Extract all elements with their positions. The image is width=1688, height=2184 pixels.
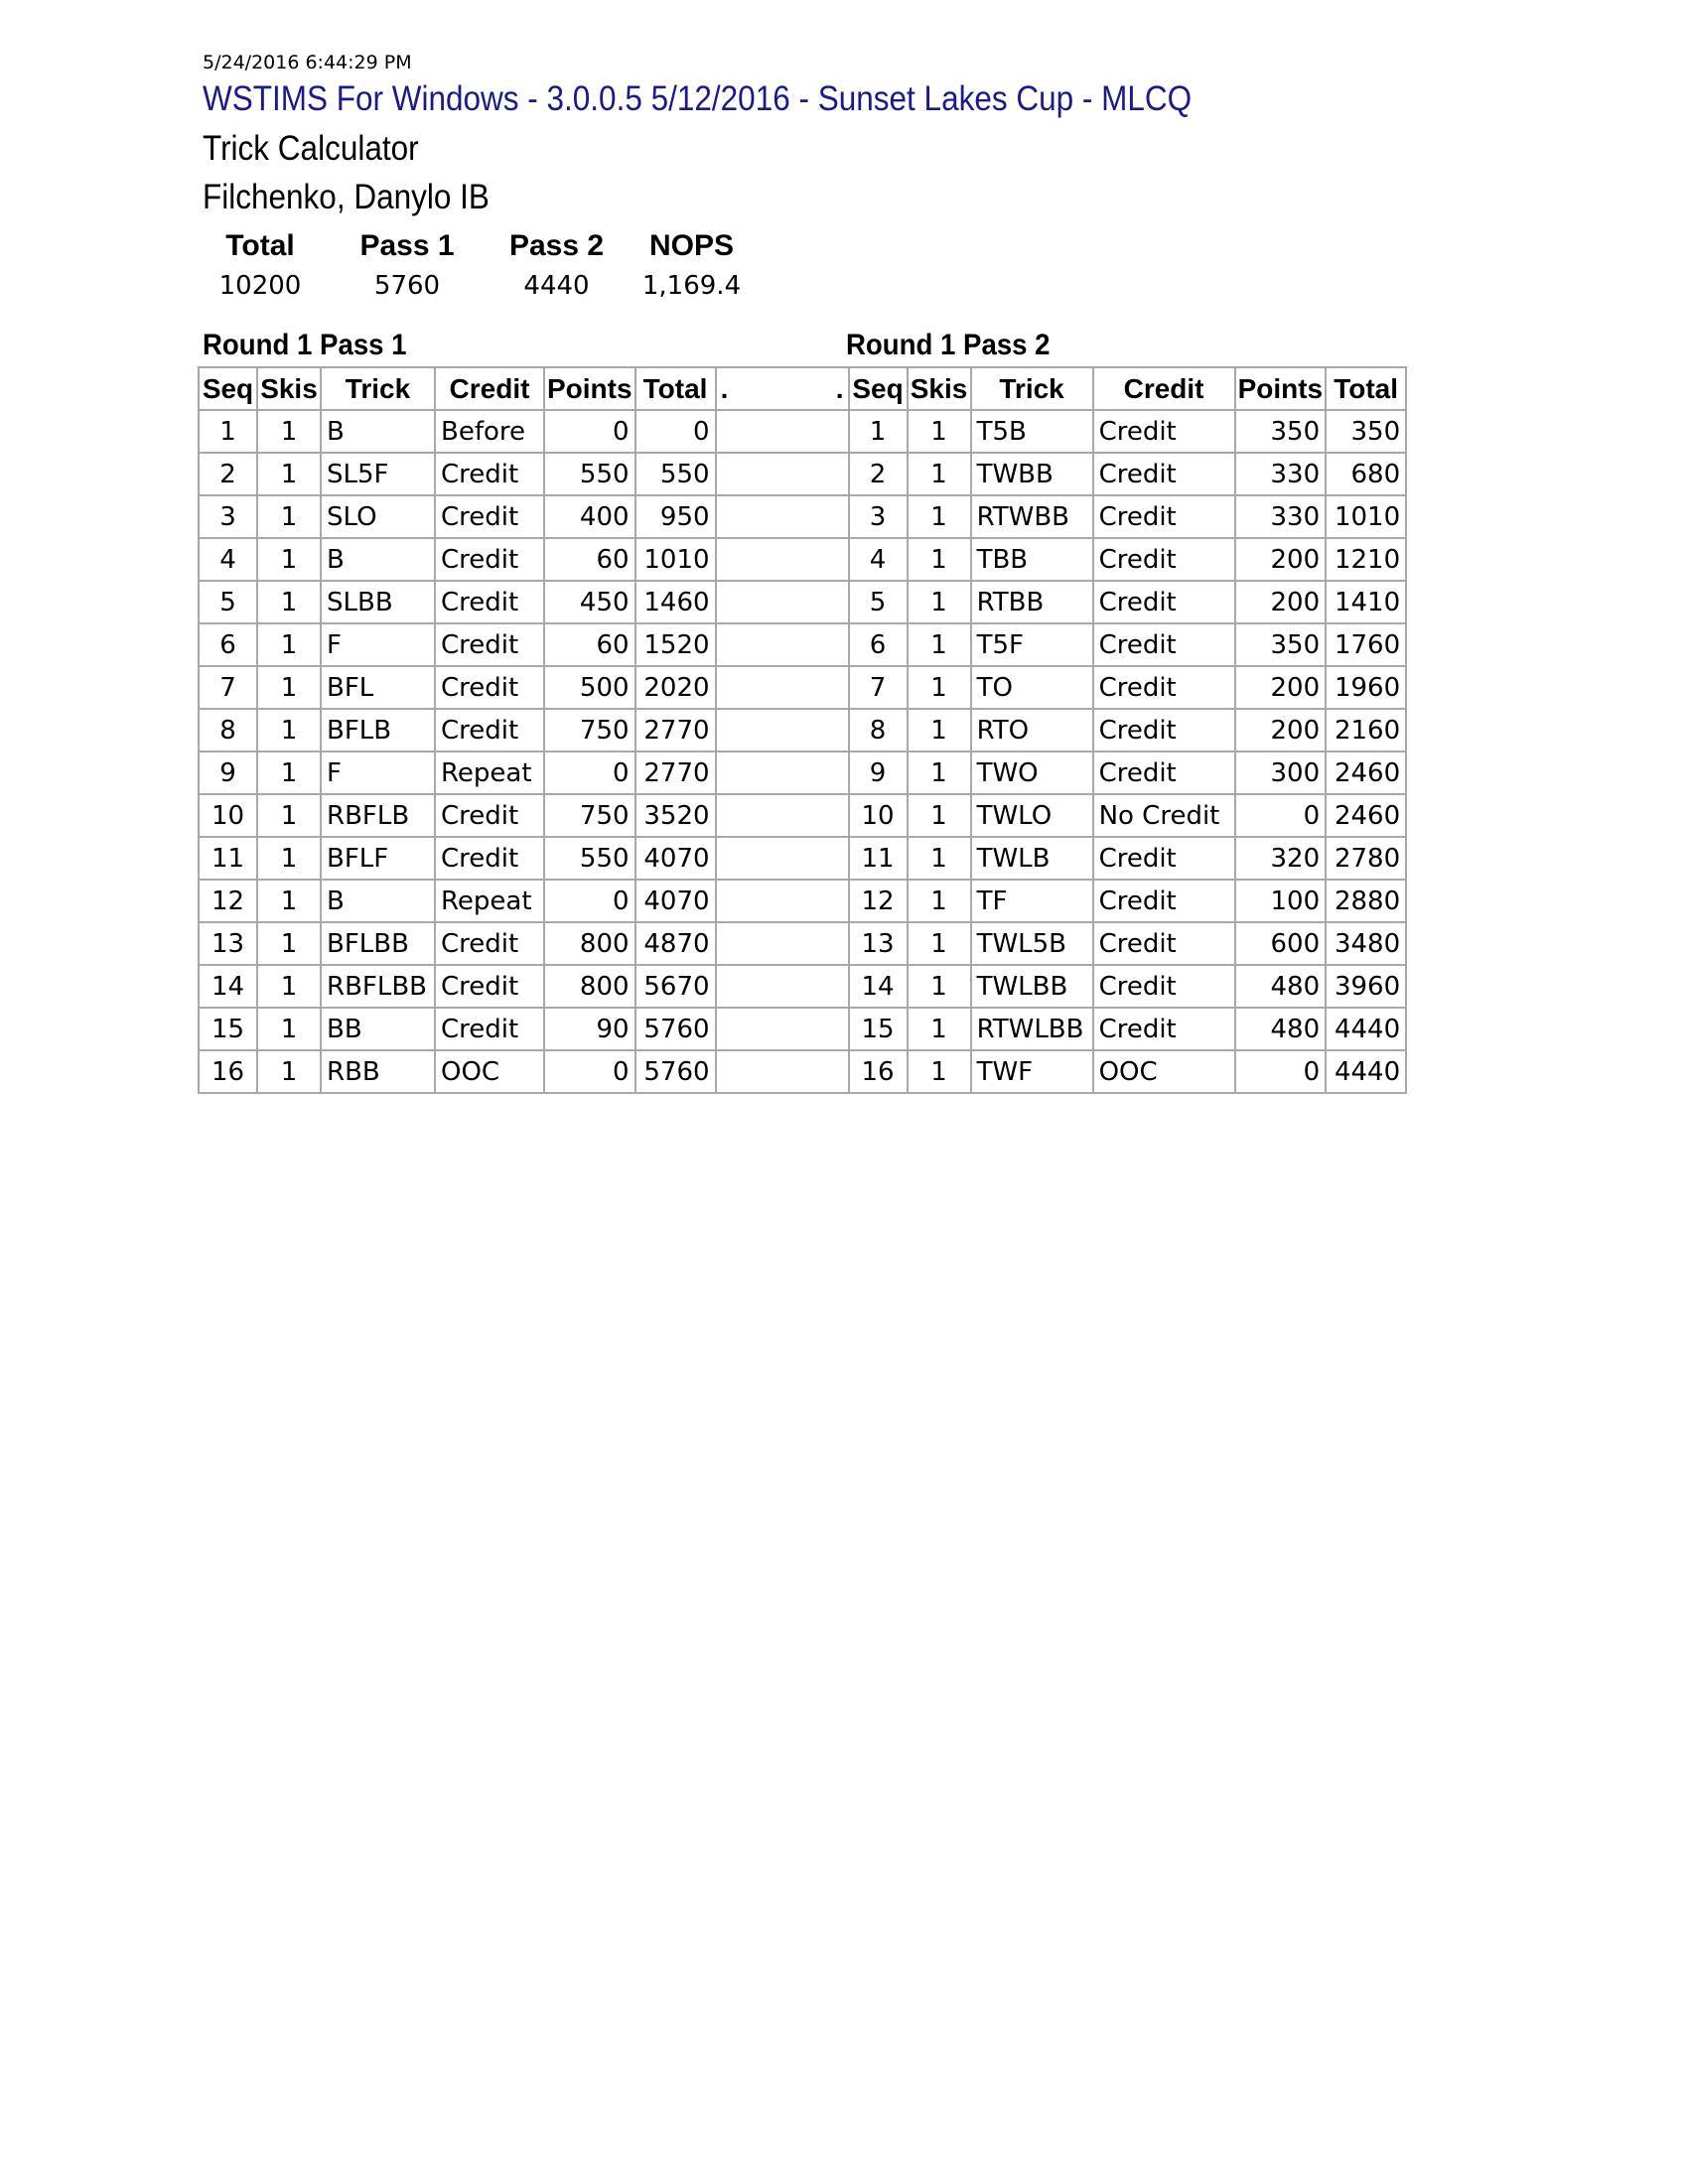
pass1-credit-cell: Credit xyxy=(435,581,544,623)
table-row xyxy=(199,410,1406,453)
summary-header-pass1: Pass 1 xyxy=(359,229,455,262)
pass2-skis-cell: 1 xyxy=(908,837,971,880)
spacer-cell xyxy=(716,538,849,581)
pass2-credit-cell: No Credit xyxy=(1093,794,1235,837)
col-header-seq-2: Seq xyxy=(849,367,908,410)
pass2-seq-cell: 4 xyxy=(849,538,908,581)
table-row xyxy=(199,623,1406,666)
pass2-total-cell: 1410 xyxy=(1326,581,1406,623)
pass1-points-cell: 400 xyxy=(544,495,635,538)
pass1-total-cell: 5760 xyxy=(635,1008,716,1050)
pass2-credit-cell: Credit xyxy=(1093,965,1235,1008)
pass1-total-cell: 2770 xyxy=(635,751,716,794)
pass1-seq-cell: 1 xyxy=(199,410,257,453)
pass2-points-cell: 300 xyxy=(1235,751,1327,794)
table-row xyxy=(199,495,1406,538)
pass1-skis-cell: 1 xyxy=(257,410,321,453)
pass1-trick-cell: F xyxy=(321,751,435,794)
pass1-seq-cell: 4 xyxy=(199,538,257,581)
pass2-total-cell: 2160 xyxy=(1326,709,1406,751)
pass1-credit-cell: Credit xyxy=(435,794,544,837)
pass2-seq-cell: 6 xyxy=(849,623,908,666)
pass1-credit-cell: Credit xyxy=(435,965,544,1008)
spacer-cell xyxy=(716,410,849,453)
pass2-credit-cell: Credit xyxy=(1093,751,1235,794)
pass2-trick-cell: T5F xyxy=(971,623,1093,666)
pass1-total-cell: 2020 xyxy=(635,666,716,709)
pass2-points-cell: 100 xyxy=(1235,880,1327,922)
pass2-points-cell: 200 xyxy=(1235,581,1327,623)
pass2-seq-cell: 8 xyxy=(849,709,908,751)
pass1-trick-cell: SLO xyxy=(321,495,435,538)
pass1-total-cell: 2770 xyxy=(635,709,716,751)
pass1-credit-cell: Credit xyxy=(435,495,544,538)
pass1-total-cell: 5670 xyxy=(635,965,716,1008)
pass1-seq-cell: 2 xyxy=(199,453,257,495)
pass2-points-cell: 350 xyxy=(1235,623,1327,666)
pass1-credit-cell: Credit xyxy=(435,922,544,965)
pass2-seq-cell: 1 xyxy=(849,410,908,453)
spacer-dot-left: . xyxy=(720,372,729,404)
pass1-skis-cell: 1 xyxy=(257,922,321,965)
spacer-cell xyxy=(716,1050,849,1093)
pass1-total-cell: 5760 xyxy=(635,1050,716,1093)
pass1-trick-cell: BFLB xyxy=(321,709,435,751)
pass1-points-cell: 800 xyxy=(544,922,635,965)
pass2-trick-cell: TWO xyxy=(971,751,1093,794)
col-header-total: Total xyxy=(635,367,716,410)
pass2-total-cell: 680 xyxy=(1326,453,1406,495)
page-title: Trick Calculator xyxy=(203,129,419,168)
pass2-skis-cell: 1 xyxy=(908,965,971,1008)
pass1-skis-cell: 1 xyxy=(257,1050,321,1093)
spacer-cell xyxy=(716,837,849,880)
pass1-credit-cell: Credit xyxy=(435,709,544,751)
pass1-credit-cell: Credit xyxy=(435,1008,544,1050)
pass1-total-cell: 4070 xyxy=(635,837,716,880)
pass1-points-cell: 450 xyxy=(544,581,635,623)
pass2-trick-cell: TO xyxy=(971,666,1093,709)
pass1-credit-cell: OOC xyxy=(435,1050,544,1093)
pass2-total-cell: 2460 xyxy=(1326,794,1406,837)
pass2-credit-cell: Credit xyxy=(1093,581,1235,623)
pass2-skis-cell: 1 xyxy=(908,538,971,581)
col-header-points-2: Points xyxy=(1235,367,1327,410)
pass1-seq-cell: 5 xyxy=(199,581,257,623)
spacer-cell xyxy=(716,1008,849,1050)
pass2-credit-cell: Credit xyxy=(1093,666,1235,709)
spacer-cell xyxy=(716,965,849,1008)
pass2-trick-cell: RTWBB xyxy=(971,495,1093,538)
table-row xyxy=(199,794,1406,837)
pass1-skis-cell: 1 xyxy=(257,495,321,538)
pass2-seq-cell: 11 xyxy=(849,837,908,880)
pass1-seq-cell: 7 xyxy=(199,666,257,709)
pass2-skis-cell: 1 xyxy=(908,1008,971,1050)
pass2-seq-cell: 2 xyxy=(849,453,908,495)
pass1-skis-cell: 1 xyxy=(257,623,321,666)
pass2-trick-cell: TWL5B xyxy=(971,922,1093,965)
pass1-total-cell: 0 xyxy=(635,410,716,453)
col-header-skis-2: Skis xyxy=(908,367,971,410)
pass1-total-cell: 4870 xyxy=(635,922,716,965)
pass2-trick-cell: TBB xyxy=(971,538,1093,581)
table-row xyxy=(199,880,1406,922)
pass2-points-cell: 0 xyxy=(1235,794,1327,837)
pass1-seq-cell: 14 xyxy=(199,965,257,1008)
pass2-points-cell: 480 xyxy=(1235,1008,1327,1050)
pass1-skis-cell: 1 xyxy=(257,666,321,709)
pass2-trick-cell: RTO xyxy=(971,709,1093,751)
pass2-skis-cell: 1 xyxy=(908,410,971,453)
pass1-credit-cell: Credit xyxy=(435,666,544,709)
pass1-credit-cell: Credit xyxy=(435,453,544,495)
pass2-points-cell: 200 xyxy=(1235,666,1327,709)
pass2-credit-cell: Credit xyxy=(1093,410,1235,453)
pass2-trick-cell: TWF xyxy=(971,1050,1093,1093)
pass2-total-cell: 1960 xyxy=(1326,666,1406,709)
pass1-skis-cell: 1 xyxy=(257,794,321,837)
pass1-seq-cell: 15 xyxy=(199,1008,257,1050)
pass1-trick-cell: RBFLBB xyxy=(321,965,435,1008)
pass2-total-cell: 4440 xyxy=(1326,1050,1406,1093)
pass2-total-cell: 1210 xyxy=(1326,538,1406,581)
pass1-credit-cell: Credit xyxy=(435,538,544,581)
pass1-trick-cell: SL5F xyxy=(321,453,435,495)
pass1-skis-cell: 1 xyxy=(257,453,321,495)
pass1-seq-cell: 8 xyxy=(199,709,257,751)
pass2-seq-cell: 15 xyxy=(849,1008,908,1050)
pass2-credit-cell: Credit xyxy=(1093,837,1235,880)
pass2-total-cell: 350 xyxy=(1326,410,1406,453)
table-row xyxy=(199,453,1406,495)
summary-total-value: 10200 xyxy=(218,271,302,301)
pass1-points-cell: 800 xyxy=(544,965,635,1008)
pass2-credit-cell: Credit xyxy=(1093,880,1235,922)
pass2-seq-cell: 3 xyxy=(849,495,908,538)
summary-header-row xyxy=(204,226,768,266)
pass1-points-cell: 60 xyxy=(544,623,635,666)
pass2-skis-cell: 1 xyxy=(908,623,971,666)
pass2-skis-cell: 1 xyxy=(908,495,971,538)
trick-table xyxy=(198,366,1407,1094)
pass2-total-cell: 2780 xyxy=(1326,837,1406,880)
spacer-cell xyxy=(716,623,849,666)
col-header-trick: Trick xyxy=(321,367,435,410)
pass1-points-cell: 0 xyxy=(544,410,635,453)
skier-name: Filchenko, Danylo IB xyxy=(203,178,490,216)
spacer-cell xyxy=(716,666,849,709)
pass2-credit-cell: Credit xyxy=(1093,538,1235,581)
pass1-points-cell: 0 xyxy=(544,751,635,794)
pass1-points-cell: 500 xyxy=(544,666,635,709)
pass2-credit-cell: OOC xyxy=(1093,1050,1235,1093)
pass1-total-cell: 950 xyxy=(635,495,716,538)
pass1-trick-cell: RBFLB xyxy=(321,794,435,837)
pass1-points-cell: 60 xyxy=(544,538,635,581)
col-header-points: Points xyxy=(544,367,635,410)
pass1-total-cell: 3520 xyxy=(635,794,716,837)
summary-header-pass2: Pass 2 xyxy=(508,229,605,262)
pass2-seq-cell: 16 xyxy=(849,1050,908,1093)
pass2-skis-cell: 1 xyxy=(908,880,971,922)
pass2-seq-cell: 9 xyxy=(849,751,908,794)
spacer-cell xyxy=(716,453,849,495)
pass2-trick-cell: TF xyxy=(971,880,1093,922)
pass1-total-cell: 4070 xyxy=(635,880,716,922)
pass2-total-cell: 1010 xyxy=(1326,495,1406,538)
print-timestamp: 5/24/2016 6:44:29 PM xyxy=(203,52,412,73)
pass2-total-cell: 1760 xyxy=(1326,623,1406,666)
pass1-total-cell: 1010 xyxy=(635,538,716,581)
pass1-label: Round 1 Pass 1 xyxy=(203,329,407,361)
pass1-points-cell: 0 xyxy=(544,1050,635,1093)
pass2-total-cell: 2880 xyxy=(1326,880,1406,922)
pass2-skis-cell: 1 xyxy=(908,922,971,965)
summary-pass2-value: 4440 xyxy=(523,271,590,301)
pass2-credit-cell: Credit xyxy=(1093,709,1235,751)
pass2-trick-cell: TWLB xyxy=(971,837,1093,880)
table-row xyxy=(199,922,1406,965)
col-header-seq: Seq xyxy=(199,367,257,410)
trick-table-header-row xyxy=(199,367,1406,410)
table-row xyxy=(199,581,1406,623)
pass1-trick-cell: B xyxy=(321,410,435,453)
pass2-points-cell: 350 xyxy=(1235,410,1327,453)
pass2-trick-cell: TWLO xyxy=(971,794,1093,837)
pass1-skis-cell: 1 xyxy=(257,538,321,581)
pass2-credit-cell: Credit xyxy=(1093,495,1235,538)
pass2-total-cell: 3480 xyxy=(1326,922,1406,965)
pass2-points-cell: 200 xyxy=(1235,709,1327,751)
spacer-cell xyxy=(716,880,849,922)
col-header-trick-2: Trick xyxy=(971,367,1093,410)
pass2-seq-cell: 13 xyxy=(849,922,908,965)
spacer-cell xyxy=(716,751,849,794)
pass2-points-cell: 320 xyxy=(1235,837,1327,880)
pass1-credit-cell: Repeat xyxy=(435,880,544,922)
pass1-trick-cell: BB xyxy=(321,1008,435,1050)
pass2-total-cell: 3960 xyxy=(1326,965,1406,1008)
table-row xyxy=(199,709,1406,751)
pass2-points-cell: 200 xyxy=(1235,538,1327,581)
pass2-trick-cell: TWLBB xyxy=(971,965,1093,1008)
table-row xyxy=(199,751,1406,794)
trick-table-body xyxy=(199,410,1406,1093)
pass2-credit-cell: Credit xyxy=(1093,623,1235,666)
pass1-seq-cell: 13 xyxy=(199,922,257,965)
table-row xyxy=(199,1050,1406,1093)
pass2-trick-cell: T5B xyxy=(971,410,1093,453)
col-header-credit: Credit xyxy=(435,367,544,410)
table-row xyxy=(199,538,1406,581)
pass2-total-cell: 2460 xyxy=(1326,751,1406,794)
pass1-points-cell: 750 xyxy=(544,794,635,837)
pass1-points-cell: 90 xyxy=(544,1008,635,1050)
pass1-skis-cell: 1 xyxy=(257,837,321,880)
pass1-skis-cell: 1 xyxy=(257,880,321,922)
pass1-skis-cell: 1 xyxy=(257,965,321,1008)
col-header-skis: Skis xyxy=(257,367,321,410)
spacer-cell xyxy=(716,922,849,965)
pass1-trick-cell: B xyxy=(321,538,435,581)
pass2-points-cell: 600 xyxy=(1235,922,1327,965)
pass2-credit-cell: Credit xyxy=(1093,453,1235,495)
pass1-skis-cell: 1 xyxy=(257,751,321,794)
app-title: WSTIMS For Windows - 3.0.0.5 5/12/2016 - Sunset Lakes Cup - MLCQ xyxy=(203,79,1193,118)
pass1-trick-cell: BFLF xyxy=(321,837,435,880)
pass1-seq-cell: 11 xyxy=(199,837,257,880)
pass1-seq-cell: 6 xyxy=(199,623,257,666)
table-row xyxy=(199,666,1406,709)
pass1-skis-cell: 1 xyxy=(257,581,321,623)
pass2-seq-cell: 10 xyxy=(849,794,908,837)
pass2-seq-cell: 5 xyxy=(849,581,908,623)
pass2-label: Round 1 Pass 2 xyxy=(846,329,1051,361)
pass2-points-cell: 0 xyxy=(1235,1050,1327,1093)
pass1-trick-cell: RBB xyxy=(321,1050,435,1093)
pass1-seq-cell: 3 xyxy=(199,495,257,538)
pass2-seq-cell: 7 xyxy=(849,666,908,709)
table-row xyxy=(199,837,1406,880)
pass1-credit-cell: Before xyxy=(435,410,544,453)
pass1-trick-cell: BFL xyxy=(321,666,435,709)
col-header-credit-2: Credit xyxy=(1093,367,1235,410)
pass2-points-cell: 330 xyxy=(1235,495,1327,538)
table-row xyxy=(199,965,1406,1008)
pass2-total-cell: 4440 xyxy=(1326,1008,1406,1050)
pass1-seq-cell: 12 xyxy=(199,880,257,922)
pass2-trick-cell: TWBB xyxy=(971,453,1093,495)
pass2-seq-cell: 14 xyxy=(849,965,908,1008)
pass2-skis-cell: 1 xyxy=(908,751,971,794)
pass1-credit-cell: Repeat xyxy=(435,751,544,794)
spacer-cell xyxy=(716,581,849,623)
summary-value-row xyxy=(204,266,768,306)
spacer-cell xyxy=(716,495,849,538)
pass2-points-cell: 330 xyxy=(1235,453,1327,495)
pass2-credit-cell: Credit xyxy=(1093,1008,1235,1050)
summary-header-nops: NOPS xyxy=(648,229,735,262)
summary-header-total: Total xyxy=(225,229,295,262)
col-header-total-2: Total xyxy=(1326,367,1406,410)
pass1-credit-cell: Credit xyxy=(435,623,544,666)
pass1-total-cell: 1520 xyxy=(635,623,716,666)
pass1-points-cell: 750 xyxy=(544,709,635,751)
spacer-cell xyxy=(716,709,849,751)
pass2-credit-cell: Credit xyxy=(1093,922,1235,965)
pass1-credit-cell: Credit xyxy=(435,837,544,880)
score-summary xyxy=(204,226,768,306)
pass2-skis-cell: 1 xyxy=(908,666,971,709)
pass1-skis-cell: 1 xyxy=(257,709,321,751)
spacer-dot-right: . xyxy=(835,372,844,404)
pass1-total-cell: 550 xyxy=(635,453,716,495)
pass1-seq-cell: 16 xyxy=(199,1050,257,1093)
pass2-points-cell: 480 xyxy=(1235,965,1327,1008)
table-row xyxy=(199,1008,1406,1050)
pass2-seq-cell: 12 xyxy=(849,880,908,922)
pass1-skis-cell: 1 xyxy=(257,1008,321,1050)
pass2-skis-cell: 1 xyxy=(908,709,971,751)
pass1-trick-cell: SLBB xyxy=(321,581,435,623)
summary-pass1-value: 5760 xyxy=(373,271,441,301)
pass2-skis-cell: 1 xyxy=(908,453,971,495)
pass1-points-cell: 550 xyxy=(544,453,635,495)
pass1-seq-cell: 10 xyxy=(199,794,257,837)
pass2-skis-cell: 1 xyxy=(908,794,971,837)
col-header-spacer xyxy=(716,367,849,410)
spacer-cell xyxy=(716,794,849,837)
pass1-trick-cell: B xyxy=(321,880,435,922)
pass2-trick-cell: RTWLBB xyxy=(971,1008,1093,1050)
pass2-skis-cell: 1 xyxy=(908,1050,971,1093)
pass1-points-cell: 550 xyxy=(544,837,635,880)
pass2-skis-cell: 1 xyxy=(908,581,971,623)
pass2-trick-cell: RTBB xyxy=(971,581,1093,623)
pass1-total-cell: 1460 xyxy=(635,581,716,623)
summary-nops-value: 1,169.4 xyxy=(641,271,742,301)
pass1-trick-cell: BFLBB xyxy=(321,922,435,965)
pass1-seq-cell: 9 xyxy=(199,751,257,794)
pass1-trick-cell: F xyxy=(321,623,435,666)
pass1-points-cell: 0 xyxy=(544,880,635,922)
